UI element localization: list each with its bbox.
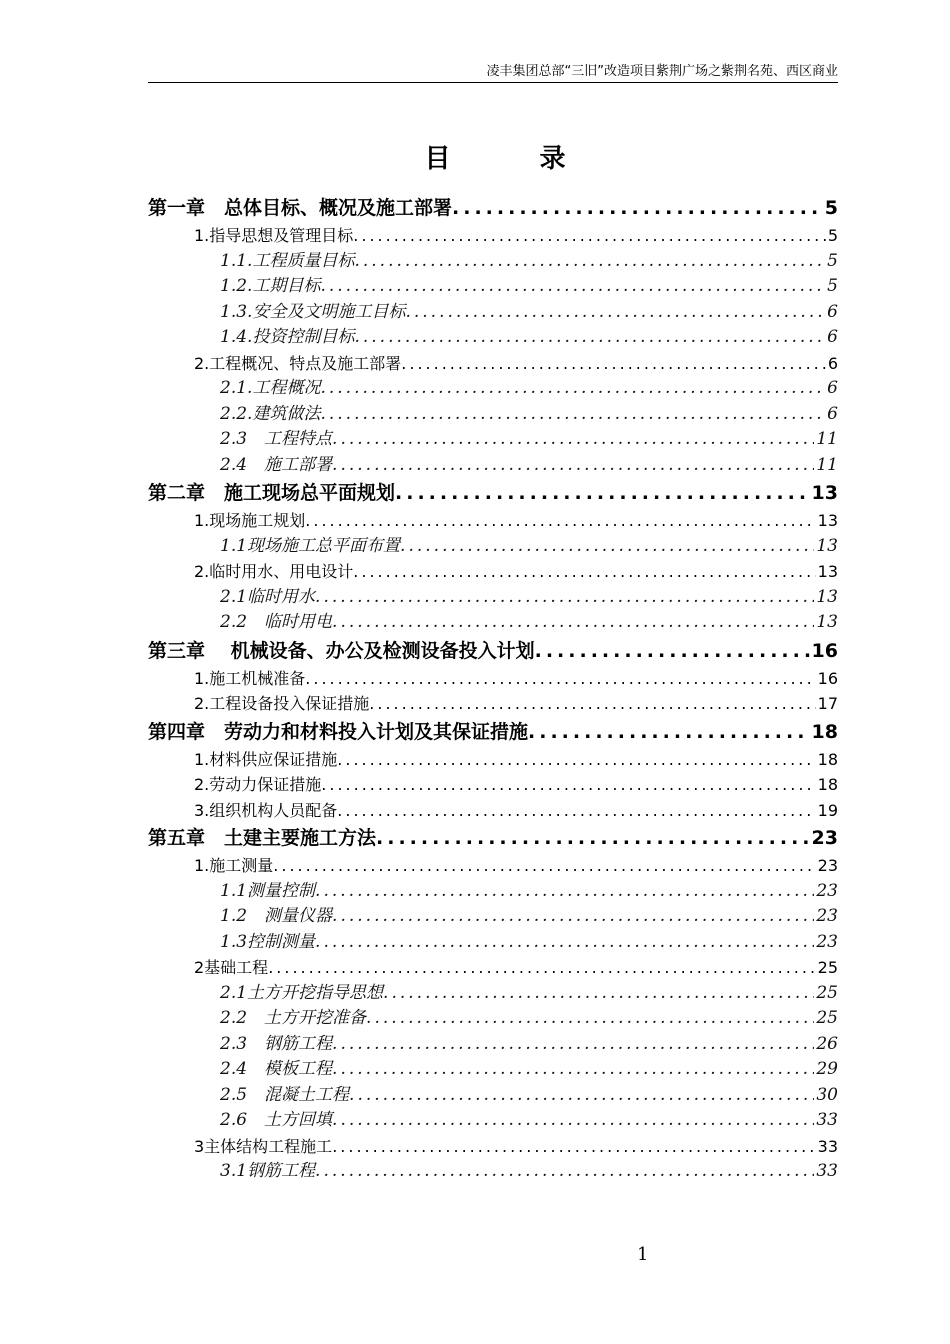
toc-entry-label: 1.施工机械准备 (194, 668, 306, 688)
toc-entry-page: 13 (817, 511, 838, 530)
toc-leader-dots (383, 981, 814, 1007)
toc-entry-level-3[interactable] (148, 427, 838, 453)
toc-entry-label: 2.临时用水、用电设计 (194, 562, 354, 581)
toc-entry-page: 18 (811, 720, 838, 743)
page-title: 目 录 (424, 144, 606, 174)
toc-entry-level-3[interactable] (148, 1108, 838, 1134)
toc-entry-page: 6 (827, 353, 838, 373)
toc-entry-level-3[interactable] (148, 300, 838, 326)
toc-entry-page: 25 (816, 982, 838, 1003)
toc-entry-level-3[interactable] (148, 585, 838, 611)
toc-leader-dots (535, 636, 810, 666)
toc-entry-label: 3.组织机构人员配备 (194, 800, 338, 820)
toc-entry-level-1[interactable] (148, 636, 838, 666)
toc-leader-dots (321, 772, 815, 798)
toc-leader-dots (337, 747, 815, 773)
toc-entry-page: 6 (827, 301, 838, 322)
toc-leader-dots (332, 1057, 814, 1083)
toc-entry-page: 25 (817, 958, 838, 977)
toc-entry-page: 33 (817, 1136, 838, 1156)
toc-entry-label: 2.3 钢筋工程 (220, 1033, 333, 1054)
toc-leader-dots (315, 1159, 814, 1185)
toc-entry-page: 6 (827, 403, 838, 424)
toc-entry-label: 1.4.投资控制目标 (220, 327, 355, 347)
toc-entry-page: 17 (817, 694, 838, 713)
toc-leader-dots (353, 223, 826, 249)
toc-entry-label: 2.6 土方回填 (220, 1110, 333, 1130)
toc-leader-dots (332, 1108, 814, 1134)
toc-entry-level-3[interactable] (148, 376, 838, 402)
toc-leader-dots (528, 717, 810, 747)
toc-entry-label: 1.2.工期目标 (220, 276, 321, 296)
toc-entry-level-3[interactable] (148, 610, 838, 636)
toc-entry-level-2[interactable] (148, 691, 838, 717)
toc-entry-page: 18 (817, 749, 838, 769)
toc-entry-label: 2.5 混凝土工程 (220, 1084, 350, 1105)
toc-entry-label: 2.1土方开挖指导思想 (220, 982, 384, 1003)
toc-entry-level-1[interactable] (148, 717, 838, 747)
toc-entry-page: 23 (817, 856, 838, 875)
toc-entry-page: 5 (827, 226, 838, 245)
toc-entry-level-3[interactable] (148, 1057, 838, 1083)
toc-entry-label: 1.1现场施工总平面布置 (220, 535, 401, 556)
toc-leader-dots (400, 534, 814, 560)
toc-leader-dots (305, 508, 815, 534)
toc-entry-page: 19 (817, 800, 838, 820)
toc-entry-page: 11 (816, 429, 838, 449)
toc-entry-level-3[interactable] (148, 402, 838, 428)
toc-leader-dots (332, 1032, 814, 1058)
toc-entry-label: 2.4 施工部署 (220, 454, 333, 475)
toc-entry-level-3[interactable] (148, 981, 838, 1007)
toc-entry-page: 29 (816, 1059, 838, 1079)
toc-entry-level-3[interactable] (148, 1006, 838, 1032)
toc-entry-page: 13 (817, 562, 838, 581)
toc-entry-page: 5 (824, 197, 838, 219)
toc-entry-page: 13 (816, 586, 838, 607)
toc-entry-level-3[interactable] (148, 1032, 838, 1058)
toc-entry-label: 2.1.工程概况 (220, 378, 321, 398)
toc-entry-level-2[interactable] (148, 666, 838, 692)
toc-leader-dots (366, 1006, 814, 1032)
toc-entry-level-2[interactable] (148, 772, 838, 798)
toc-entry-label: 2.1临时用水 (220, 586, 316, 607)
toc-entry-page: 11 (816, 454, 838, 475)
table-of-contents (148, 193, 838, 1185)
toc-leader-dots (305, 666, 815, 692)
toc-entry-label: 第四章 劳动力和材料投入计划及其保证措施 (148, 720, 529, 743)
toc-entry-page: 25 (816, 1008, 838, 1028)
toc-leader-dots (405, 300, 825, 326)
toc-entry-level-2[interactable] (148, 223, 838, 249)
toc-entry-label: 1.2 测量仪器 (220, 906, 333, 926)
toc-entry-level-2[interactable] (148, 1134, 838, 1160)
toc-entry-label: 2.2 临时用电 (220, 612, 333, 632)
toc-leader-dots (332, 1134, 815, 1160)
toc-entry-page: 23 (816, 906, 838, 926)
toc-entry-label: 3主体结构工程施工 (194, 1136, 333, 1156)
toc-leader-dots (315, 585, 814, 611)
toc-entry-label: 1.材料供应保证措施 (194, 749, 338, 769)
toc-entry-page: 30 (816, 1084, 838, 1105)
toc-entry-level-2[interactable] (148, 798, 838, 824)
toc-entry-label: 1.指导思想及管理目标 (194, 226, 354, 245)
toc-entry-label: 1.1.工程质量目标 (220, 250, 355, 271)
toc-entry-level-3[interactable] (148, 904, 838, 930)
toc-entry-page: 23 (816, 880, 838, 901)
toc-leader-dots (320, 402, 825, 428)
toc-entry-label: 3.1钢筋工程 (220, 1161, 316, 1181)
toc-entry-level-2[interactable] (148, 853, 838, 879)
toc-entry-label: 第五章 土建主要施工方法 (148, 827, 377, 849)
toc-entry-level-2[interactable] (148, 747, 838, 773)
toc-entry-label: 2.工程概况、特点及施工部署 (194, 353, 402, 373)
running-header-text: 凌丰集团总部“三旧”改造项目紫荆广场之紫荆名苑、西区商业 (486, 64, 838, 79)
toc-entry-label: 第一章 总体目标、概况及施工部署 (148, 197, 453, 219)
toc-entry-page: 16 (817, 668, 838, 688)
toc-entry-level-3[interactable] (148, 930, 838, 956)
toc-leader-dots (320, 274, 825, 300)
toc-entry-label: 2.2 土方开挖准备 (220, 1008, 367, 1028)
toc-entry-level-2[interactable] (148, 559, 838, 585)
toc-entry-level-3[interactable] (148, 325, 838, 351)
toc-entry-page: 5 (827, 276, 838, 296)
toc-leader-dots (337, 798, 815, 824)
toc-leader-dots (395, 478, 810, 508)
toc-entry-label: 2基础工程 (194, 958, 269, 977)
toc-entry-label: 2.4 模板工程 (220, 1059, 333, 1079)
toc-leader-dots (452, 193, 823, 223)
toc-entry-level-3[interactable] (148, 249, 838, 275)
toc-entry-page: 33 (816, 1161, 838, 1181)
toc-entry-page: 5 (827, 250, 838, 271)
toc-entry-label: 1.3.安全及文明施工目标 (220, 301, 406, 322)
toc-entry-page: 13 (816, 535, 838, 556)
toc-leader-dots (353, 559, 815, 585)
toc-entry-level-3[interactable] (148, 1159, 838, 1185)
toc-entry-page: 6 (827, 378, 838, 398)
toc-entry-label: 2.工程设备投入保证措施 (194, 694, 370, 713)
toc-leader-dots (315, 879, 814, 905)
toc-entry-level-2[interactable] (148, 508, 838, 534)
toc-leader-dots (376, 823, 810, 853)
toc-entry-page: 13 (816, 612, 838, 632)
toc-entry-label: 2.3 工程特点 (220, 429, 333, 449)
toc-entry-page: 23 (811, 827, 838, 849)
toc-entry-level-3[interactable] (148, 534, 838, 560)
toc-entry-level-1[interactable] (148, 823, 838, 853)
toc-entry-label: 1.1测量控制 (220, 880, 316, 901)
toc-entry-level-3[interactable] (148, 453, 838, 479)
page-number: 1 (637, 1244, 649, 1265)
toc-entry-label: 2.2.建筑做法 (220, 403, 321, 424)
toc-leader-dots (349, 1083, 814, 1109)
toc-entry-level-1[interactable] (148, 193, 838, 223)
toc-entry-page: 18 (817, 775, 838, 794)
toc-entry-level-3[interactable] (148, 1083, 838, 1109)
toc-leader-dots (332, 427, 814, 453)
toc-leader-dots (273, 853, 815, 879)
toc-entry-level-3[interactable] (148, 879, 838, 905)
toc-leader-dots (332, 610, 814, 636)
toc-entry-label: 1.3控制测量 (220, 931, 316, 952)
toc-leader-dots (354, 325, 825, 351)
toc-entry-page: 13 (811, 482, 838, 504)
toc-entry-label: 1.现场施工规划 (194, 511, 306, 530)
toc-leader-dots (354, 249, 825, 275)
toc-leader-dots (268, 955, 815, 981)
toc-leader-dots (320, 376, 825, 402)
toc-entry-level-3[interactable] (148, 274, 838, 300)
toc-entry-label: 第三章 机械设备、办公及检测设备投入计划 (148, 639, 535, 662)
toc-entry-level-1[interactable] (148, 478, 838, 508)
toc-entry-label: 2.劳动力保证措施 (194, 775, 322, 794)
toc-entry-page: 6 (827, 327, 838, 347)
toc-entry-label: 1.施工测量 (194, 856, 274, 875)
toc-entry-page: 26 (816, 1033, 838, 1054)
toc-entry-label: 第二章 施工现场总平面规划 (148, 482, 396, 504)
toc-entry-page: 16 (811, 639, 838, 662)
toc-leader-dots (369, 691, 815, 717)
toc-entry-level-2[interactable] (148, 351, 838, 377)
toc-leader-dots (332, 453, 814, 479)
toc-leader-dots (401, 351, 826, 377)
toc-leader-dots (332, 904, 814, 930)
toc-entry-page: 33 (816, 1110, 838, 1130)
toc-entry-level-2[interactable] (148, 955, 838, 981)
toc-leader-dots (315, 930, 814, 956)
toc-entry-page: 23 (816, 931, 838, 952)
running-header (148, 62, 838, 83)
